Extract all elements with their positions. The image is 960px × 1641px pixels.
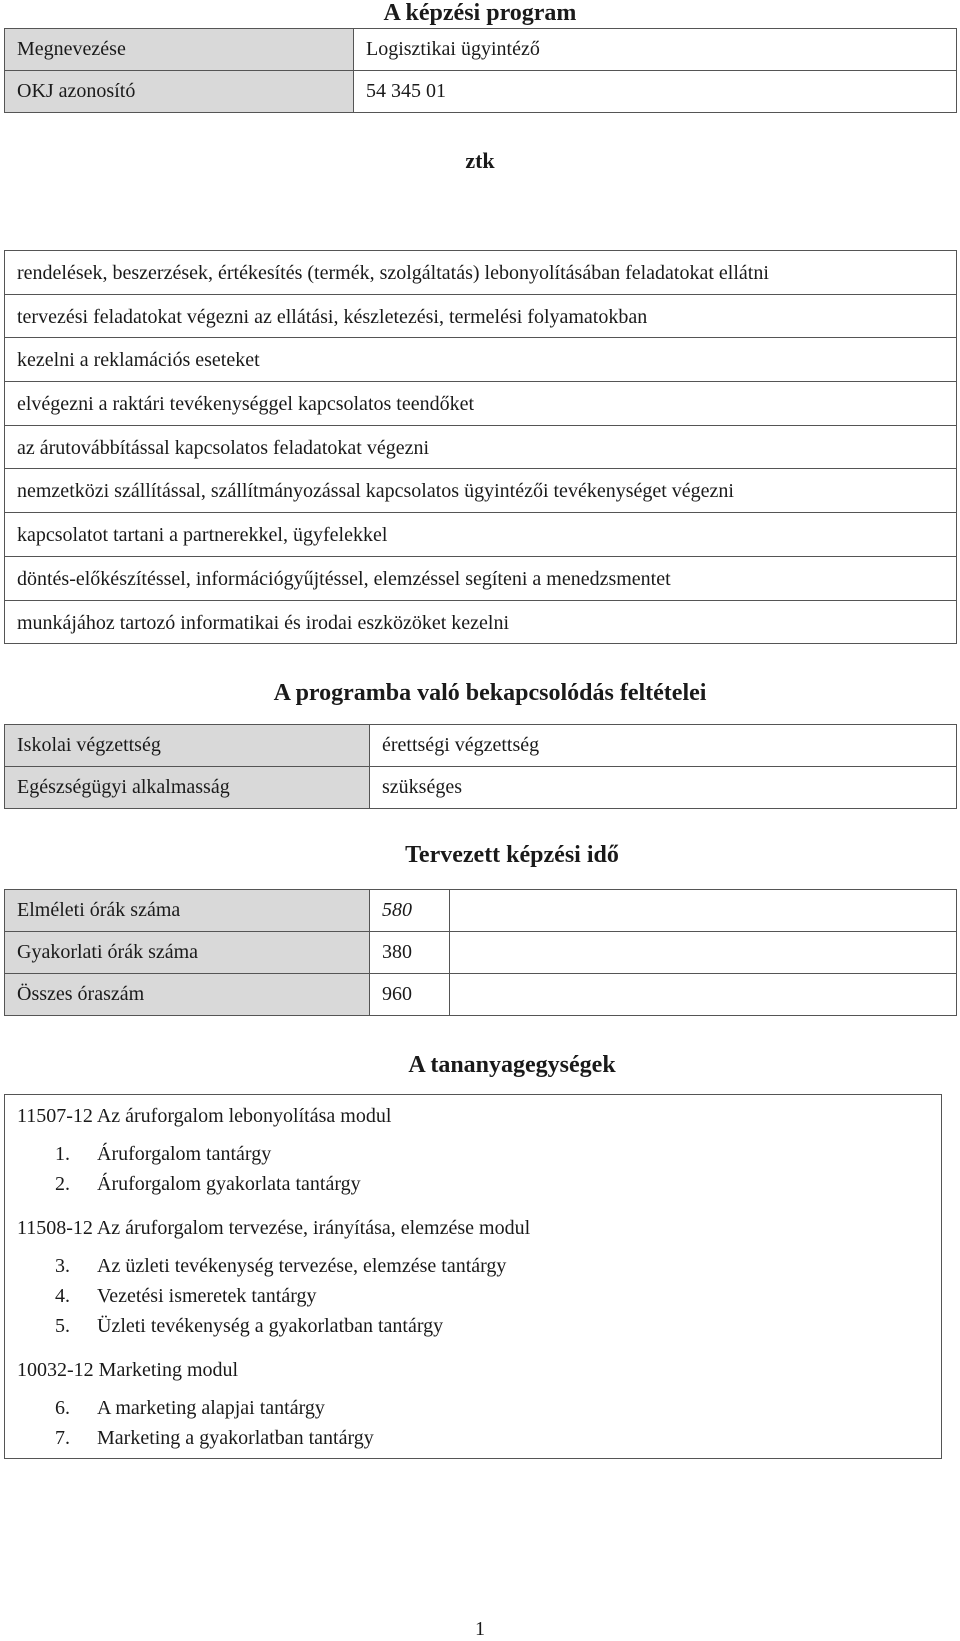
subject-item (55, 1285, 317, 1308)
theory-hours-value: 580 (370, 890, 450, 932)
module-title: 10032-12 Marketing modul (17, 1359, 239, 1381)
subject-number: 4. (55, 1285, 70, 1307)
list-item: munkájához tartozó informatikai és irodai eszközöket kezelni (5, 601, 956, 645)
requirements-heading: A programba való bekapcsolódás feltételei (273, 680, 707, 706)
subject-title: Marketing a gyakorlatban tantárgy (97, 1427, 374, 1449)
table-row (5, 890, 957, 932)
subject-item (55, 1143, 271, 1166)
requirements-table (4, 724, 957, 809)
practice-hours-value: 380 (370, 932, 450, 974)
list-item: rendelések, beszerzések, értékesítés (termék, szolgáltatás) lebonyolításában feladatokat ellátni (5, 251, 956, 295)
table-row (5, 974, 957, 1016)
subject-number: 7. (55, 1427, 70, 1449)
list-item: az árutovábbítással kapcsolatos feladatokat végezni (5, 426, 956, 470)
okj-id-label: OKJ azonosító (5, 71, 354, 113)
list-item: döntés-előkészítéssel, információgyűjtéssel, elemzéssel segíteni a menedzsmentet (5, 557, 956, 601)
duration-table (4, 889, 957, 1016)
subject-number: 2. (55, 1173, 70, 1195)
subject-title: A marketing alapjai tantárgy (97, 1397, 325, 1419)
subject-number: 6. (55, 1397, 70, 1419)
program-heading: A képzési program (383, 0, 577, 26)
program-table (4, 28, 957, 113)
subject-title: Az üzleti tevékenység tervezése, elemzése tantárgy (97, 1255, 507, 1277)
empty-cell (450, 932, 957, 974)
page-number: 1 (475, 1618, 485, 1640)
table-row (5, 29, 957, 71)
subject-item (55, 1255, 506, 1278)
subject-item (55, 1315, 443, 1338)
subject-number: 1. (55, 1143, 70, 1165)
theory-hours-label: Elméleti órák száma (5, 890, 370, 932)
subject-title: Üzleti tevékenység a gyakorlatban tantárgy (97, 1315, 444, 1337)
list-item: kapcsolatot tartani a partnerekkel, ügyfelekkel (5, 513, 956, 557)
program-name-label: Megnevezése (5, 29, 354, 71)
competencies-heading: ztk (465, 148, 495, 173)
units-list (4, 1094, 942, 1459)
table-row (5, 932, 957, 974)
subject-title: Áruforgalom gyakorlata tantárgy (97, 1173, 361, 1195)
empty-cell (450, 974, 957, 1016)
subject-item (55, 1173, 361, 1196)
education-value: érettségi végzettség (370, 725, 957, 767)
list-item: nemzetközi szállítással, szállítmányozással kapcsolatos ügyintézői tevékenységet végezni (5, 469, 956, 513)
practice-hours-label: Gyakorlati órák száma (5, 932, 370, 974)
list-item: elvégezni a raktári tevékenységgel kapcsolatos teendőket (5, 382, 956, 426)
units-heading: A tananyagegységek (408, 1052, 616, 1078)
education-label: Iskolai végzettség (5, 725, 370, 767)
subject-item (55, 1397, 325, 1420)
subject-title: Vezetési ismeretek tantárgy (97, 1285, 317, 1307)
subject-item (55, 1427, 374, 1450)
table-row (5, 725, 957, 767)
health-value: szükséges (370, 767, 957, 809)
total-hours-value: 960 (370, 974, 450, 1016)
duration-heading: Tervezett képzési idő (405, 842, 619, 868)
health-label: Egészségügyi alkalmasság (5, 767, 370, 809)
okj-id-value: 54 345 01 (354, 71, 957, 113)
list-item: kezelni a reklamációs eseteket (5, 338, 956, 382)
subject-number: 5. (55, 1315, 70, 1337)
list-item: tervezési feladatokat végezni az ellátási, készletezési, termelési folyamatokban (5, 295, 956, 339)
table-row (5, 767, 957, 809)
table-row (5, 71, 957, 113)
subject-title: Áruforgalom tantárgy (97, 1143, 272, 1165)
competencies-list (4, 250, 957, 644)
empty-cell (450, 890, 957, 932)
module-title: 11507-12 Az áruforgalom lebonyolítása modul (17, 1105, 392, 1127)
module-title: 11508-12 Az áruforgalom tervezése, irányítása, elemzése modul (17, 1217, 531, 1239)
subject-number: 3. (55, 1255, 70, 1277)
total-hours-label: Összes óraszám (5, 974, 370, 1016)
program-name-value: Logisztikai ügyintéző (354, 29, 957, 71)
